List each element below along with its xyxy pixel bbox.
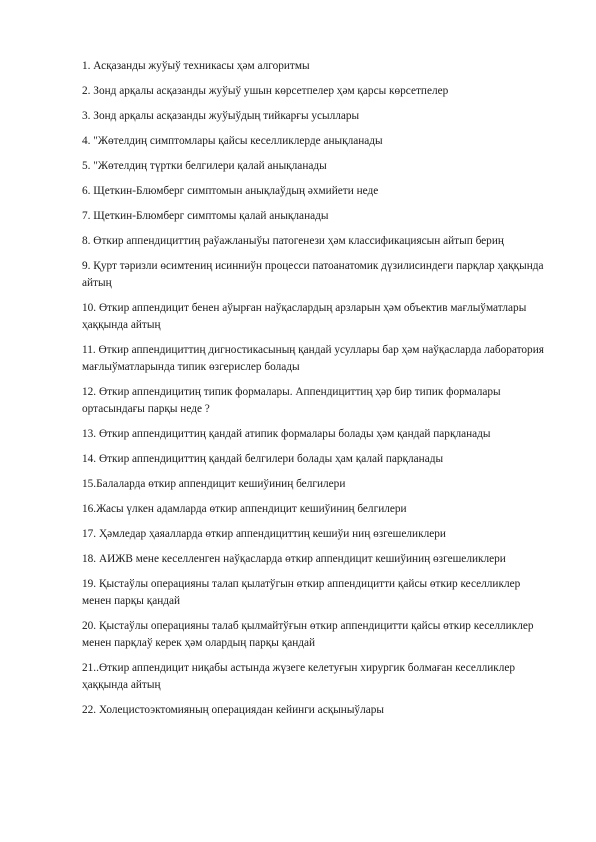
- question-item: 18. АИЖВ мене кеселленген наўқасларда өткир аппендицит кешиўиниң өзгешеликлери: [82, 553, 506, 565]
- question-item: 10. Өткир аппендицит бенен аўырған наўқаслардың арзларын ҳәм объектив мағлыўматлары ҳаққында айтың: [82, 302, 527, 331]
- question-item: 11. Өткир аппендициттиң дигностикасының қандай усуллары бар ҳәм наўқасларда лаборатория мағлыўматларында типик өзгерислер болады: [82, 344, 544, 373]
- question-item: 16.Жасы үлкен адамларда өткир аппендицит кешиўиниң белгилери: [82, 503, 407, 515]
- question-item: 22. Холецистоэктомияның операциядан кейинги асқыныўлары: [82, 704, 384, 716]
- question-item: 4. "Жөтелдиң симптомлары қайсы кеселликлерде анықланады: [82, 135, 383, 147]
- question-item: 12. Өткир аппендицитиң типик формалары. Аппендициттиң ҳәр бир типик формалары ортасындағы парқы неде ?: [82, 386, 501, 415]
- question-item: 21..Өткир аппендицит ниқабы астында жүзеге келетуғын хирургик болмаған кеселликлер ҳаққында айтың: [82, 662, 516, 691]
- question-item: 15.Балаларда өткир аппендицит кешиўиниң белгилери: [82, 478, 346, 490]
- question-item: 5. "Жөтелдиң түртки белгилери қалай анықланады: [82, 160, 327, 172]
- question-item: 14. Өткир аппендициттиң қандай белгилери болады ҳам қалай парқланады: [82, 453, 444, 465]
- question-item: 13. Өткир аппендициттиң қандай атипик формалары болады ҳәм қандай парқланады: [82, 428, 491, 440]
- question-list: [82, 58, 552, 727]
- question-item: 19. Қыстаўлы операцияны талап қылатўгын өткир аппендицитти қайсы өткир кеселликлер менен парқы қандай: [82, 578, 521, 607]
- question-item: 3. Зонд арқалы асқазанды жуўыўдың тийкарғы усыллары: [82, 110, 360, 122]
- question-item: 9. Қурт тәризли өсимтениң исинниўн процесси патоанатомик дүзилисиндеги парқлар ҳаққында айтың: [82, 260, 544, 289]
- question-item: 7. Щеткин-Блюмберг симптомы қалай анықланады: [82, 210, 329, 222]
- question-item: 17. Ҳәмледар ҳаяалларда өткир аппендициттиң кешиўи ниң өзгешеликлери: [82, 528, 446, 540]
- question-item: 2. Зонд арқалы асқазанды жуўыў ушын көрсетпелер ҳәм қарсы көрсетпелер: [82, 85, 449, 97]
- question-item: 8. Өткир аппендициттиң раўажланыўы патогенези ҳәм классификациясын айтып бериң: [82, 235, 504, 247]
- question-item: 20. Қыстаўлы операцияны талаб қылмайтўғын өткир аппендицитти қайсы өткир кеселликлер менен парқлаў керек ҳәм олардың парқы қандай: [82, 620, 534, 649]
- question-item: 1. Асқазанды жуўыў техникасы ҳәм алгоритмы: [82, 60, 310, 72]
- question-item: 6. Щеткин-Блюмберг симптомын анықлаўдың әхмийети неде: [82, 185, 379, 197]
